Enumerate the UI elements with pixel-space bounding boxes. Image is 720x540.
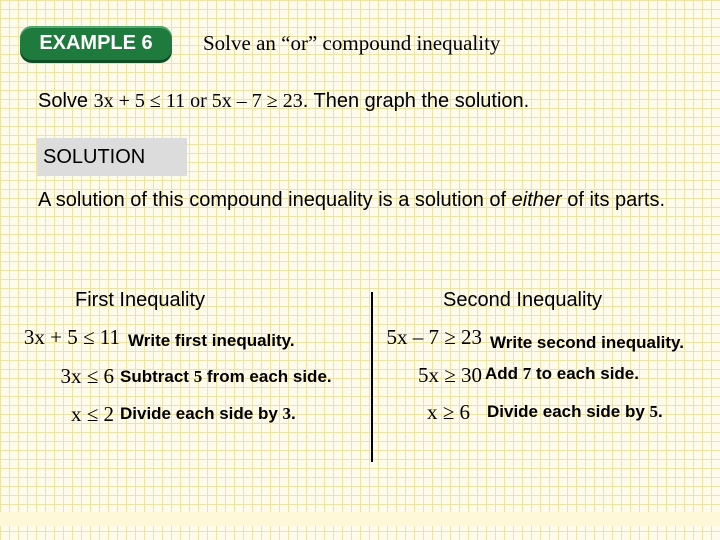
problem-prefix: Solve (38, 90, 94, 112)
first-inequality-heading: First Inequality (75, 289, 206, 311)
first-step-1-math (24, 325, 120, 350)
first-step-3-math (71, 402, 114, 427)
second-step-2-math (418, 363, 482, 388)
second-inequality-heading: Second Inequality (443, 289, 603, 311)
first-step-3-note (120, 404, 296, 424)
second-step-3-math (427, 400, 470, 425)
second-step-1-math (386, 325, 482, 350)
note-number: 7 (522, 364, 532, 383)
problem-inequality-1: 3x + 5 ≤ 11 (93, 90, 186, 112)
first-step-2-note (120, 367, 332, 387)
math-expression: x ≥ 6 (426, 400, 470, 424)
math-expression: x ≤ 2 (70, 402, 114, 426)
problem-inequality-2: 5x – 7 ≥ 23 (211, 90, 303, 112)
problem-statement (38, 90, 529, 113)
example-title: Solve an “or” compound inequality (203, 31, 501, 55)
note-text: Divide each side by (120, 404, 283, 423)
math-expression: 3x + 5 ≤ 11 (23, 325, 120, 349)
problem-connector: or (185, 90, 212, 112)
problem-suffix: . Then graph the solution. (302, 90, 530, 112)
note-text: . (291, 404, 296, 423)
first-step-1-note (128, 331, 295, 351)
note-number: 5 (649, 402, 659, 421)
footer-strip (0, 512, 720, 526)
first-step-2-math (60, 364, 114, 389)
note-number: 3 (282, 404, 292, 423)
note-text: Write first inequality. (128, 331, 295, 350)
paragraph-part-1: A solution of this compound inequality is a solution of (38, 189, 512, 211)
note-number: 5 (193, 367, 203, 386)
solution-paragraph (38, 186, 678, 214)
second-step-3-note (487, 402, 663, 422)
column-divider (371, 292, 373, 462)
note-text: Divide each side by (487, 402, 650, 421)
math-expression: 5x ≥ 30 (417, 363, 482, 387)
note-text: Add (485, 364, 523, 383)
solution-label: SOLUTION (37, 138, 187, 176)
note-text: . (658, 402, 663, 421)
example-badge: EXAMPLE 6 (20, 26, 172, 60)
note-text: Write second inequality. (490, 333, 684, 352)
math-expression: 5x – 7 ≥ 23 (386, 325, 482, 349)
second-step-2-note (485, 364, 639, 384)
note-text: to each side. (531, 364, 639, 383)
note-text: from each side. (202, 367, 332, 386)
second-step-1-note (490, 333, 684, 353)
math-expression: 3x ≤ 6 (60, 364, 114, 388)
paragraph-part-2: of its parts. (561, 189, 666, 211)
note-text: Subtract (120, 367, 194, 386)
paragraph-emphasis: either (511, 189, 562, 211)
